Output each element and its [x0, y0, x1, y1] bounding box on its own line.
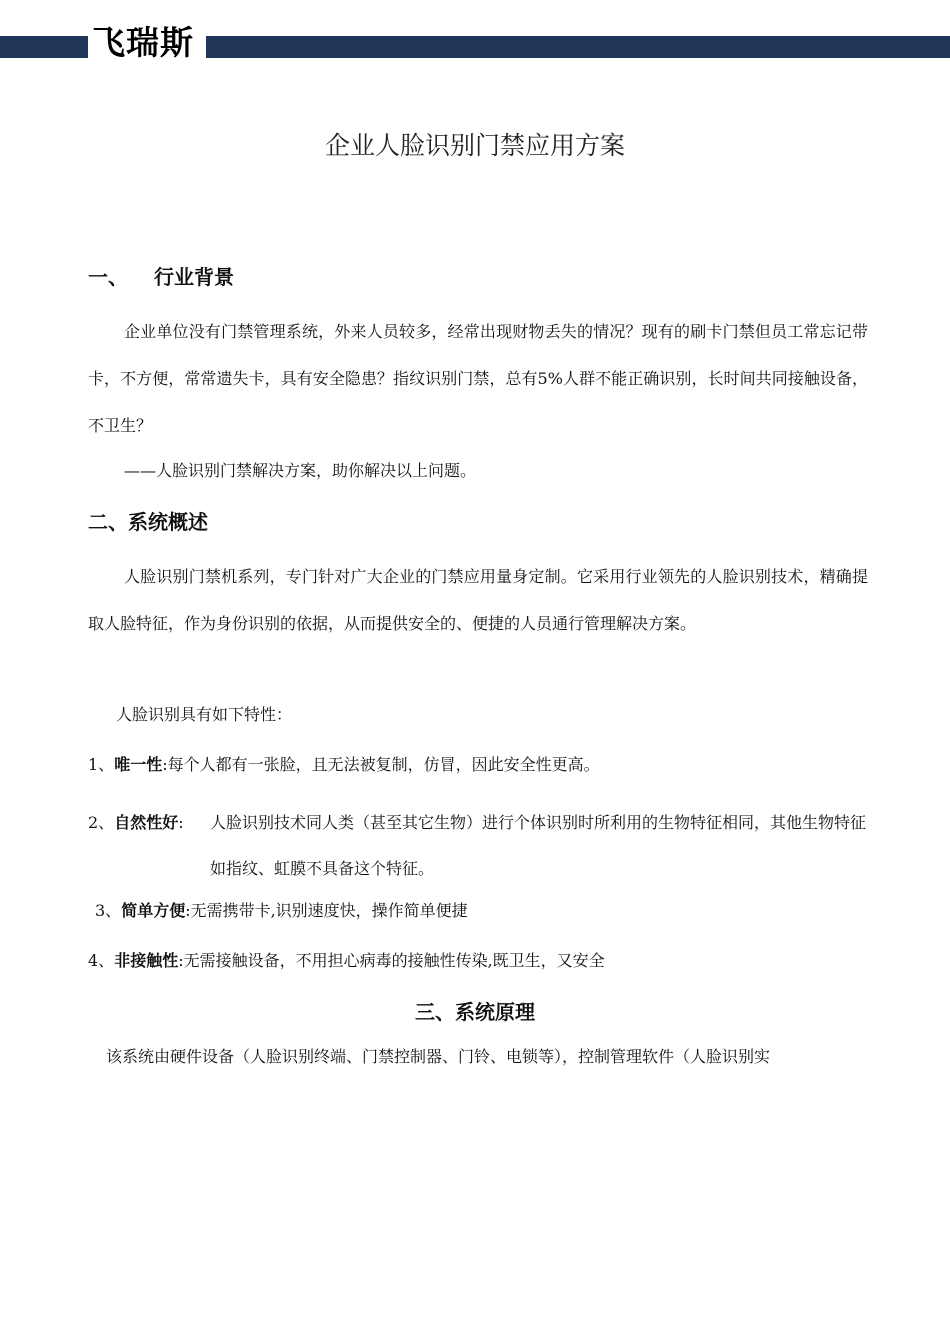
section-1-summary: ——人脸识别门禁解决方案，助你解决以上问题。 — [124, 461, 477, 480]
section-2-paragraph: 人脸识别门禁机系列，专门针对广大企业的门禁应用量身定制。它采用行业领先的人脸识别技术，精确提取人脸特征，作为身份识别的依据，从而提供安全的、便捷的人员通行管理解决方案。 — [88, 567, 868, 633]
section-1-heading — [88, 262, 234, 292]
feature-2-text: 人脸识别技术同人类（甚至其它生物）进行个体识别时所利用的生物特征相同，其他生物特征如指纹、虹膜不具备这个特征。 — [210, 813, 867, 878]
section-2-heading: 二、系统概述 — [88, 510, 208, 534]
feature-item-3 — [95, 896, 468, 926]
brand-logo: 飞瑞斯 — [88, 20, 206, 66]
feature-4-text: 无需接触设备，不用担心病毒的接触性传染,既卫生，又安全 — [183, 951, 605, 970]
feature-4-number: 4、 — [88, 951, 115, 970]
feature-1-text: 每个人都有一张脸，且无法被复制，仿冒，因此安全性更高。 — [167, 755, 600, 774]
feature-3-text: 无需携带卡,识别速度快，操作简单便捷 — [190, 901, 468, 920]
feature-item-1 — [88, 750, 600, 780]
feature-2-number: 2、 — [88, 813, 115, 832]
feature-3-separator: : — [185, 901, 191, 920]
feature-1-separator: : — [162, 755, 168, 774]
features-intro: 人脸识别具有如下特性： — [116, 705, 293, 724]
section-3-heading: 三、系统原理 — [415, 1000, 535, 1024]
feature-1-number: 1、 — [88, 755, 115, 774]
feature-1-label: 唯一性 — [114, 755, 163, 774]
feature-2-label: 自然性好 — [114, 813, 179, 832]
section-1-title: 行业背景 — [154, 265, 234, 289]
feature-4-separator: : — [178, 951, 184, 970]
document-title: 企业人脸识别门禁应用方案 — [324, 131, 625, 160]
section-3-paragraph: 该系统由硬件设备（人脸识别终端、门禁控制器、门铃、电锁等），控制管理软件（人脸识别实 — [106, 1047, 771, 1066]
section-1-paragraph: 企业单位没有门禁管理系统，外来人员较多，经常出现财物丢失的情况？现有的刷卡门禁但员工常忘记带卡，不方便，常常遗失卡，具有安全隐患？指纹识别门禁，总有5%人群不能正确识别，长时间共同接触设备，不卫生？ — [88, 322, 868, 435]
feature-2-separator: : — [178, 813, 184, 832]
feature-3-label: 简单方便 — [121, 901, 186, 920]
section-1-number: 一、 — [88, 265, 128, 289]
feature-4-label: 非接触性 — [114, 951, 179, 970]
feature-3-number: 3、 — [95, 901, 122, 920]
feature-item-4 — [88, 946, 605, 976]
